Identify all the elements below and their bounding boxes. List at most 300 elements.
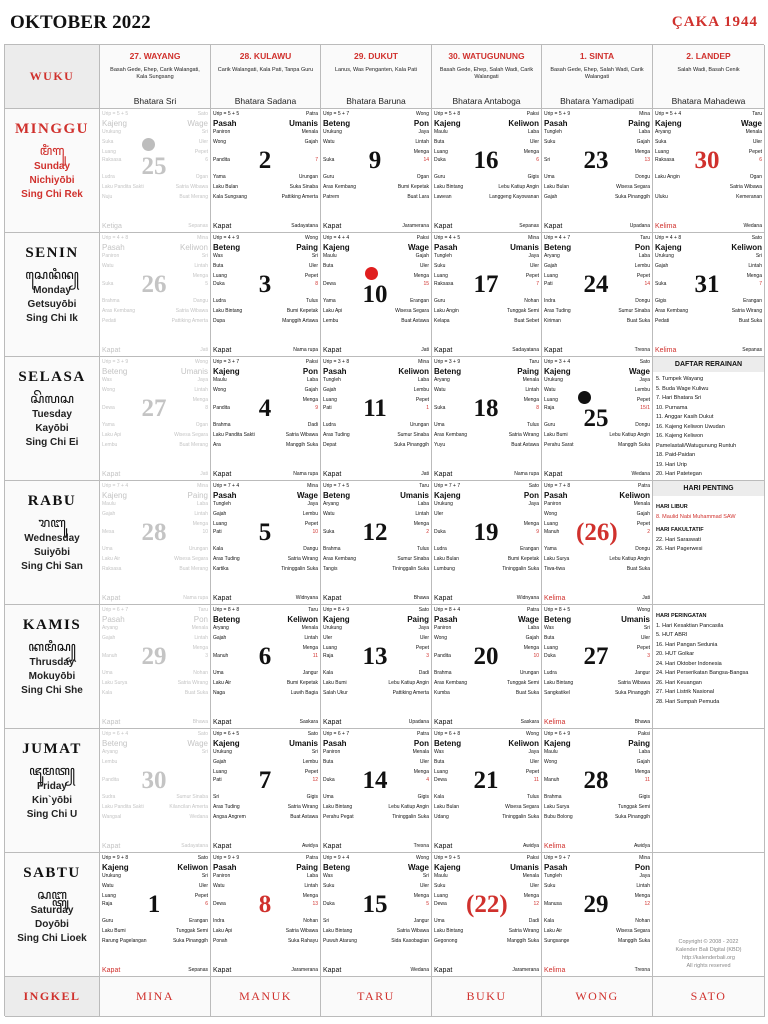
ingkel-label: INGKEL: [5, 977, 100, 1017]
attr-right: 9: [315, 405, 318, 411]
attr-right: Pattiking Amerta: [171, 318, 208, 324]
attr-left: Manusa: [544, 901, 562, 907]
attr-left: Gajah: [213, 635, 227, 641]
attr-left: Urukung: [102, 873, 121, 879]
wara-row: [544, 367, 650, 376]
wuku-day: Pasah: [102, 243, 125, 252]
attr-left: Naga: [213, 690, 225, 696]
wuku-bhatara: Bhatara Sadana: [234, 96, 297, 106]
side-subtitle: HARI PERINGATAN: [656, 613, 707, 619]
attr-left: Was: [434, 749, 444, 755]
attr-right: Satria Wibawa: [175, 308, 208, 314]
pancawara: Keliwon: [398, 367, 429, 376]
day-cell[interactable]: [542, 853, 653, 977]
day-cell[interactable]: [100, 233, 211, 357]
urip: Urip = 6 + 4: [102, 731, 129, 737]
day-cell[interactable]: [321, 233, 432, 357]
urip: Urip = 3 + 7: [213, 359, 240, 365]
day-cell[interactable]: [321, 481, 432, 605]
attr-left: Laku Api: [213, 928, 233, 934]
attr-right: Wisesa Segara: [395, 308, 429, 314]
wuku-day: Pasah: [323, 739, 347, 748]
corner-label: Mina: [528, 235, 539, 241]
ingkel-name: WONG: [542, 977, 653, 1017]
attr-left: Kala: [323, 670, 334, 676]
day-cell[interactable]: [100, 481, 211, 605]
rerainan-item: 7. Hari Bhatara Sri: [656, 395, 702, 401]
corner-label: Wong: [526, 731, 539, 737]
attr-left: Was: [544, 625, 554, 631]
attr-right: Pepet: [636, 273, 650, 279]
day-cell[interactable]: [100, 109, 211, 233]
attr-left: Aras Kembang: [323, 556, 357, 562]
side-panel-list: [653, 853, 764, 859]
attr-right: 6: [759, 157, 762, 163]
wara-row: [434, 119, 539, 128]
sasih: Kapat: [434, 347, 453, 354]
attr-left: Rarung Pagelangan: [102, 938, 147, 944]
wara-row: [655, 119, 762, 128]
attr-right: Nohan: [635, 918, 650, 924]
attr-right: Manggih Suka: [618, 442, 650, 448]
attr-left: Uluku: [655, 194, 668, 200]
day-header: [5, 233, 100, 357]
attr-right: 6: [536, 157, 539, 163]
attr-left: Aryang: [434, 377, 450, 383]
attr-right: Wisesa Segara: [174, 556, 208, 562]
day-cell[interactable]: [542, 109, 653, 233]
attr-left: Raksasa: [434, 281, 454, 287]
attr-left: Paniron: [434, 625, 452, 631]
wara-row: [544, 739, 650, 748]
pancawara: Keliwon: [508, 119, 539, 128]
day-cell[interactable]: [542, 481, 653, 605]
attr-right: Wedana: [189, 814, 208, 820]
ingkel-detail: Nama rupa: [293, 471, 318, 477]
wuku-day: Pasah: [544, 119, 568, 128]
wuku-day: Beteng: [323, 491, 351, 500]
attr-left: Suku: [434, 263, 446, 269]
sasih: Kelima: [544, 967, 566, 974]
pancawara: Wage: [187, 119, 208, 128]
day-cell[interactable]: [211, 357, 321, 481]
attr-left: Suka: [323, 157, 335, 163]
day-cell[interactable]: [432, 357, 542, 481]
attr-left: Patrem: [323, 194, 340, 200]
wuku-day: Pasah: [213, 119, 237, 128]
date-number: 18: [473, 395, 499, 422]
attr-left: Tungleh: [434, 253, 452, 259]
rerainan-item: 18. Paid-Paidan: [656, 452, 696, 458]
attr-right: Gajah: [636, 759, 650, 765]
day-cell[interactable]: [321, 605, 432, 729]
pancawara: Umanis: [400, 491, 429, 500]
attr-right: Urungan: [519, 670, 539, 676]
attr-left: Aras Kembang: [434, 680, 468, 686]
day-cell[interactable]: [653, 233, 765, 357]
attr-left: Wong: [434, 635, 447, 641]
attr-right: Gigis: [638, 794, 650, 800]
corner-label: Sato: [528, 483, 539, 489]
day-cell[interactable]: [211, 729, 321, 853]
urip-row: [213, 111, 318, 117]
sasih: Kapat: [544, 471, 563, 478]
day-cell[interactable]: [321, 853, 432, 977]
attr-right: Wisesa Segara: [505, 804, 539, 810]
attr-left: Watu: [102, 883, 114, 889]
sasih: Kapat: [213, 471, 232, 478]
attr-right: Buat Astawa: [290, 814, 318, 820]
attr-left: Buta: [213, 263, 224, 269]
ingkel-detail: Jaramerana: [291, 967, 318, 973]
day-cell[interactable]: [432, 605, 542, 729]
urip-row: [102, 359, 208, 365]
sasih: Kapat: [323, 595, 342, 602]
side-subtitle: HARI FAKULTATIF: [656, 527, 704, 533]
wara-row: [434, 863, 539, 872]
attr-right: Lebu Katiup Angin: [388, 680, 429, 686]
sasih: Kapat: [213, 843, 232, 850]
corner-label: Wong: [416, 855, 429, 861]
ingkel-name: BUKU: [432, 977, 542, 1017]
attr-right: Menga: [413, 149, 429, 155]
attr-right: Laba: [196, 501, 208, 507]
day-cell[interactable]: [100, 729, 211, 853]
wara-row: [434, 739, 539, 748]
wuku-name: 27. WAYANG: [129, 51, 181, 61]
wuku-name: 1. SINTA: [579, 51, 615, 61]
attr-right: Sri: [201, 749, 208, 755]
attr-right: Suka Pinanggih: [614, 690, 650, 696]
attr-right: Menala: [522, 873, 539, 879]
attr-right: Satria Wibawa: [175, 184, 208, 190]
wara-row: [544, 615, 650, 624]
attr-right: Tulus: [416, 546, 429, 552]
ingkel-name: MANUK: [211, 977, 321, 1017]
date-number: 19: [473, 519, 499, 546]
attr-right: Gajah: [415, 253, 429, 259]
attr-left: Maulu: [323, 253, 337, 259]
attr-left: Laku Bumi: [323, 680, 347, 686]
date-number: (22): [466, 891, 508, 918]
rerainan-item: 20. Hari Patetegan: [656, 471, 702, 477]
attr-right: Gajah: [525, 635, 539, 641]
wuku-day: Pasah: [434, 615, 458, 624]
rerainan-item: 20. HUT Golkar: [656, 651, 695, 657]
attr-right: Jangur: [413, 918, 429, 924]
day-cell[interactable]: [542, 357, 653, 481]
attr-left: Luang: [434, 149, 448, 155]
urip-row: [213, 235, 318, 241]
date-number: 3: [258, 271, 272, 298]
day-name-chinese: Sing Chi She: [21, 685, 83, 696]
day-cell[interactable]: [432, 233, 542, 357]
ingkel-detail: Jati: [200, 347, 208, 353]
wara-row: [323, 491, 429, 500]
attr-right: Bumi Kepetak: [507, 556, 539, 562]
attr-right: Dongu: [635, 298, 650, 304]
attr-left: Suka: [102, 139, 114, 145]
sasih: Kapat: [323, 719, 342, 726]
urip: Urip = 9 + 7: [544, 855, 571, 861]
attr-right: Menga: [634, 769, 650, 775]
ingkel-detail: Tresna: [634, 347, 650, 353]
attr-right: Menga: [192, 521, 208, 527]
urip: Urip = 9 + 8: [102, 855, 129, 861]
day-cell[interactable]: [211, 853, 321, 977]
pancawara: Keliwon: [287, 615, 318, 624]
pancawara: Keliwon: [179, 243, 208, 252]
date-number: 29: [141, 643, 167, 670]
day-cell[interactable]: [653, 109, 765, 233]
attr-left: Aras Kembang: [323, 184, 357, 190]
attr-right: 12: [644, 901, 650, 907]
attr-left: Yuyu: [434, 442, 446, 448]
attr-left: Maulu: [434, 873, 448, 879]
sasih: Kapat: [102, 471, 121, 478]
wuku-name: 29. DUKUT: [354, 51, 398, 61]
corner-label: Taru: [419, 483, 429, 489]
attr-right: Menga: [413, 521, 429, 527]
day-cell[interactable]: [211, 481, 321, 605]
day-name: SELASA: [18, 369, 86, 385]
attr-left: Uma: [102, 670, 113, 676]
urip: Urip = 4 + 5: [434, 235, 461, 241]
corner-label: Patra: [306, 855, 318, 861]
date-number: (26): [576, 519, 618, 546]
attr-left: Pati: [213, 529, 222, 535]
attr-left: Kala: [213, 546, 224, 552]
attr-left: Brahma: [213, 422, 231, 428]
attr-left: Laku Bulan: [434, 804, 460, 810]
attr-left: Raja: [323, 653, 334, 659]
day-cell[interactable]: [100, 605, 211, 729]
attr-left: Brahma: [434, 670, 452, 676]
wara-row: [544, 491, 650, 500]
attr-right: Menga: [192, 273, 208, 279]
wuku-day: Pasah: [213, 863, 237, 872]
urip: Urip = 3 + 4: [544, 359, 571, 365]
attr-right: Pepet: [304, 521, 318, 527]
attr-left: Watu: [323, 139, 335, 145]
rerainan-item: 24. Hari Oktober Indonesia: [656, 660, 722, 667]
attr-right: Bumi Kepetak: [286, 680, 318, 686]
new-moon-icon: [142, 138, 155, 151]
wara-row: [213, 243, 318, 252]
corner-label: Paksi: [305, 359, 318, 365]
attr-left: Lawean: [434, 194, 452, 200]
urip: Urip = 5 + 5: [213, 111, 240, 117]
wara-row: [544, 243, 650, 252]
wara-row: [323, 243, 429, 252]
wara-row: [213, 491, 318, 500]
attr-right: Satria Wirang: [287, 804, 318, 810]
day-cell[interactable]: [542, 233, 653, 357]
attr-left: Paniron: [213, 873, 231, 879]
day-cell[interactable]: [321, 109, 432, 233]
attr-right: Tulus: [526, 794, 539, 800]
attr-right: Laba: [527, 129, 539, 135]
day-cell[interactable]: [321, 729, 432, 853]
attr-left: Duka: [323, 777, 335, 783]
urip-row: [102, 483, 208, 489]
corner-label: Mina: [197, 483, 208, 489]
attr-left: Luang: [323, 645, 337, 651]
rerainan-item: 19. Hari Urip: [656, 461, 687, 468]
attr-left: Urukung: [213, 749, 232, 755]
day-cell[interactable]: [211, 233, 321, 357]
urip: Urip = 7 + 8: [544, 483, 571, 489]
attr-right: Sumur Sinaba: [397, 556, 429, 562]
attr-right: Urungan: [188, 546, 208, 552]
date-number: 6: [258, 643, 272, 670]
attr-left: Yama: [102, 422, 115, 428]
attr-right: 11: [312, 653, 318, 659]
attr-left: Paniron: [102, 253, 120, 259]
wuku-day: Kajeng: [213, 367, 240, 376]
attr-left: Duka: [544, 653, 556, 659]
attr-right: Urungan: [298, 174, 318, 180]
attr-right: Sri: [201, 873, 208, 879]
attr-right: Kilancilan Amerta: [169, 804, 208, 810]
wara-row: [323, 863, 429, 872]
attr-right: Menala: [633, 501, 650, 507]
attr-right: Menga: [523, 893, 539, 899]
attr-right: Menga: [192, 645, 208, 651]
attr-right: Lembu: [634, 387, 650, 393]
attr-left: Gigis: [655, 298, 667, 304]
corner-label: Mina: [639, 855, 650, 861]
day-name-japanese: Doyōbi: [35, 919, 69, 930]
day-header: [5, 853, 100, 977]
day-cell[interactable]: [321, 357, 432, 481]
corner-label: Sato: [197, 731, 208, 737]
attr-right: Suka Pinanggih: [614, 194, 650, 200]
day-cell[interactable]: [432, 853, 542, 977]
attr-right: Uler: [419, 635, 429, 641]
sasih: Kapat: [434, 595, 453, 602]
attr-right: Sri: [422, 873, 429, 879]
corner-label: Wong: [416, 111, 429, 117]
wara-row: [434, 367, 539, 376]
attr-left: Sungsange: [544, 938, 570, 944]
urip: Urip = 8 + 5: [544, 607, 571, 613]
holiday-item: 26. Hari Pagerwesi: [656, 546, 703, 552]
day-cell[interactable]: [211, 605, 321, 729]
attr-left: Gajah: [102, 511, 116, 517]
attr-left: Yama: [323, 298, 336, 304]
attr-right: Gigis: [417, 794, 429, 800]
day-cell[interactable]: [100, 853, 211, 977]
attr-right: 8: [205, 405, 208, 411]
sasih: Kapat: [213, 595, 232, 602]
corner-label: Sato: [751, 235, 762, 241]
ingkel-detail: Wedana: [743, 223, 762, 229]
attr-right: Lintah: [304, 883, 318, 889]
corner-label: Wong: [195, 359, 208, 365]
pancawara: Keliwon: [619, 491, 650, 500]
side-panel: [653, 853, 765, 977]
attr-right: Jaya: [639, 873, 650, 879]
pancawara: Umanis: [180, 367, 208, 376]
attr-right: Tunggak Semi: [175, 928, 208, 934]
corner-label: Sato: [307, 731, 318, 737]
date-number: 28: [141, 519, 167, 546]
corner-label: Mina: [418, 359, 429, 365]
urip-row: [434, 855, 539, 861]
attr-right: Menala: [301, 625, 318, 631]
ingkel-detail: Jati: [421, 347, 429, 353]
urip-row: [544, 855, 650, 861]
holiday-item: 8. Maulid Nabi Muhammad SAW: [656, 513, 736, 520]
attr-right: 1: [426, 405, 429, 411]
pancawara: Pon: [413, 119, 429, 128]
day-cell[interactable]: [432, 481, 542, 605]
wuku-description: Basah Gede, Ehep, Salah Wadi, Carik Walangati: [550, 67, 644, 80]
day-name-balinese: ꦩꦶꦁꦒꦸ: [39, 143, 65, 158]
day-cell[interactable]: [211, 109, 321, 233]
day-cell[interactable]: [542, 605, 653, 729]
day-cell[interactable]: [432, 729, 542, 853]
attr-left: Duka: [434, 529, 446, 535]
date-number: 30: [141, 767, 167, 794]
wuku-header: [542, 45, 653, 109]
day-cell[interactable]: [100, 357, 211, 481]
urip-row: [323, 607, 429, 613]
holiday-item: 22. Hari Saraswati: [656, 536, 701, 543]
attr-right: Laba: [638, 129, 650, 135]
attr-left: Suka: [655, 281, 667, 287]
urip: Urip = 6 + 5: [213, 731, 240, 737]
wara-row: [434, 243, 539, 252]
day-cell[interactable]: [542, 729, 653, 853]
sasih: Kelima: [544, 719, 566, 726]
attr-left: Lembu: [102, 759, 118, 765]
wuku-day: Beteng: [213, 243, 241, 252]
attr-right: 3: [426, 653, 429, 659]
urip-row: [323, 855, 429, 861]
attr-right: Buat Astawa: [511, 442, 539, 448]
copyright-line: Copyright © 2008 - 2022: [678, 939, 739, 945]
attr-right: 15: [423, 281, 429, 287]
attr-right: Buat Sebet: [514, 318, 539, 324]
attr-right: 7: [759, 281, 762, 287]
attr-left: Manuh: [544, 529, 560, 535]
urip-row: [434, 607, 539, 613]
attr-left: Luang: [655, 149, 669, 155]
attr-left: Laku Bumi: [102, 928, 126, 934]
ingkel-detail: Awidya: [301, 843, 318, 849]
wara-row: [213, 615, 318, 624]
attr-left: Luang: [213, 273, 227, 279]
pancawara: Pon: [634, 243, 650, 252]
attr-left: Laku Bulan: [544, 184, 570, 190]
attr-right: Menga: [523, 645, 539, 651]
attr-right: 2: [426, 529, 429, 535]
attr-left: Kala: [434, 794, 445, 800]
urip: Urip = 4 + 8: [655, 235, 682, 241]
attr-right: Satria Wibawa: [285, 928, 318, 934]
attr-left: Dewa: [434, 901, 447, 907]
day-cell[interactable]: [432, 109, 542, 233]
urip: Urip = 9 + 4: [323, 855, 350, 861]
attr-right: Jaya: [418, 625, 429, 631]
wuku-day: Kajeng: [213, 739, 240, 748]
attr-right: Satria Wirang: [731, 308, 762, 314]
attr-right: Lebu Katiup Angin: [498, 184, 539, 190]
attr-left: Gajah: [544, 194, 558, 200]
attr-left: Wong: [544, 511, 557, 517]
